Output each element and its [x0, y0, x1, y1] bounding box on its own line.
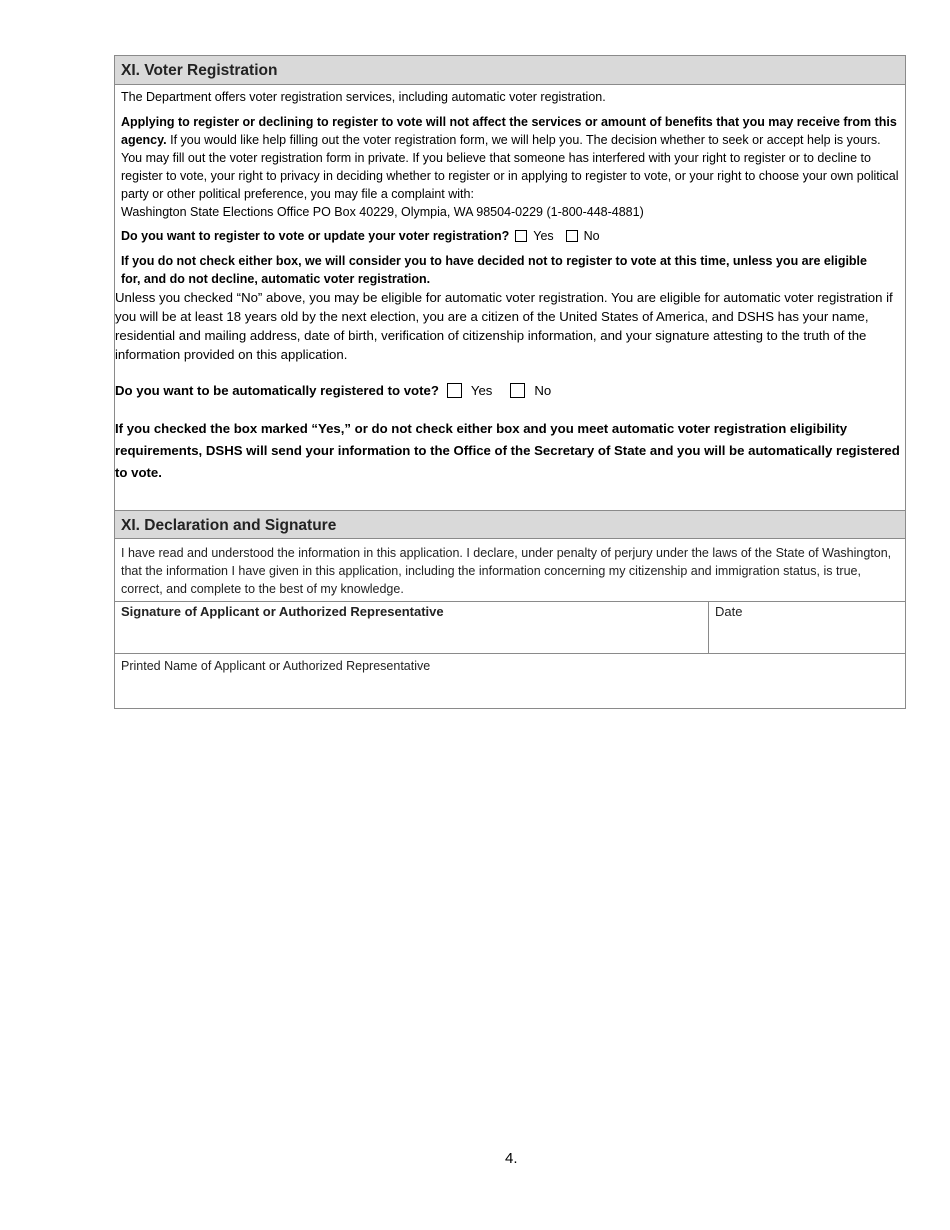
signature-row [115, 602, 905, 654]
auto-registration-eligibility: Unless you checked “No” above, you may be eligible for automatic voter registration. You are eligible for automatic voter registration if you will be at least 18 years old by the next election, you are a citizen of the United States of America, and DSHS has your name, residential and mailing address, date of birth, verification of citizenship information, and your signature attesting to the truth of the information provided on this application. [115, 290, 893, 362]
auto-register-question-row [115, 383, 905, 398]
voter-registration-intro: The Department offers voter registration services, including automatic voter registration. [121, 90, 606, 104]
printed-name-label: Printed Name of Applicant or Authorized Representative [121, 659, 431, 673]
signature-label: Signature of Applicant or Authorized Representative [121, 604, 444, 619]
signature-field[interactable] [115, 602, 709, 653]
register-question-row [115, 227, 905, 245]
auto-register-no-checkbox[interactable] [510, 383, 525, 398]
printed-name-field[interactable] [115, 654, 905, 708]
elections-office-address: Washington State Elections Office PO Box 40229, Olympia, WA 98504-0229 (1-800-448-4881) [121, 205, 644, 219]
voter-registration-heading: XI. Voter Registration [115, 56, 905, 85]
declaration-text: I have read and understood the information in this application. I declare, under penalty of perjury under the laws of the State of Washington, that the information I have given in this application, including the information concerning my citizenship and immigration status, is true, correct, and complete to the best of my knowledge. [115, 539, 905, 602]
register-yes-label: Yes [533, 229, 554, 243]
voter-rights-paragraph [115, 113, 905, 203]
auto-register-yes-label: Yes [470, 383, 493, 398]
no-selection-notice-line1: If you do not check either box, we will consider you to have decided not to register to vote at this time, unless you are eligible [121, 254, 867, 268]
register-no-label: No [583, 229, 600, 243]
auto-register-question: Do you want to be automatically registered to vote? [115, 383, 439, 398]
no-selection-notice-line2: for, and do not decline, automatic voter registration. [121, 272, 431, 286]
register-question: Do you want to register to vote or update your voter registration? [121, 229, 510, 243]
date-label: Date [715, 604, 743, 619]
register-yes-checkbox[interactable] [515, 230, 527, 242]
auto-register-yes-checkbox[interactable] [447, 383, 462, 398]
register-no-checkbox[interactable] [566, 230, 578, 242]
voter-rights-text: If you would like help filling out the voter registration form, we will help you. The decision whether to seek or accept help is yours. You may fill out the voter registration form in private. If you believe that someone has interfered with your right to register or to decline to register to vote, your right to privacy in deciding whether to register or in applying to register to vote, or your right to choose your own political party or other political preference, you may file a complaint with: [121, 133, 899, 201]
page-number: 4. [505, 1150, 518, 1167]
no-selection-notice [115, 252, 905, 288]
declaration-heading: XI. Declaration and Signature [115, 510, 905, 539]
date-field[interactable] [709, 602, 905, 653]
auto-register-no-label: No [534, 383, 552, 398]
application-form [114, 55, 906, 709]
voter-rights-bold: Applying to register or declining to register to vote will not affect the services or amount of benefits that you may receive from this agency. [121, 115, 897, 147]
auto-registration-final-notice: If you checked the box marked “Yes,” or do not check either box and you meet automatic voter registration eligibility requirements, DSHS will send your information to the Office of the Secretary of State and you will be automatically registered to vote. [115, 421, 900, 480]
